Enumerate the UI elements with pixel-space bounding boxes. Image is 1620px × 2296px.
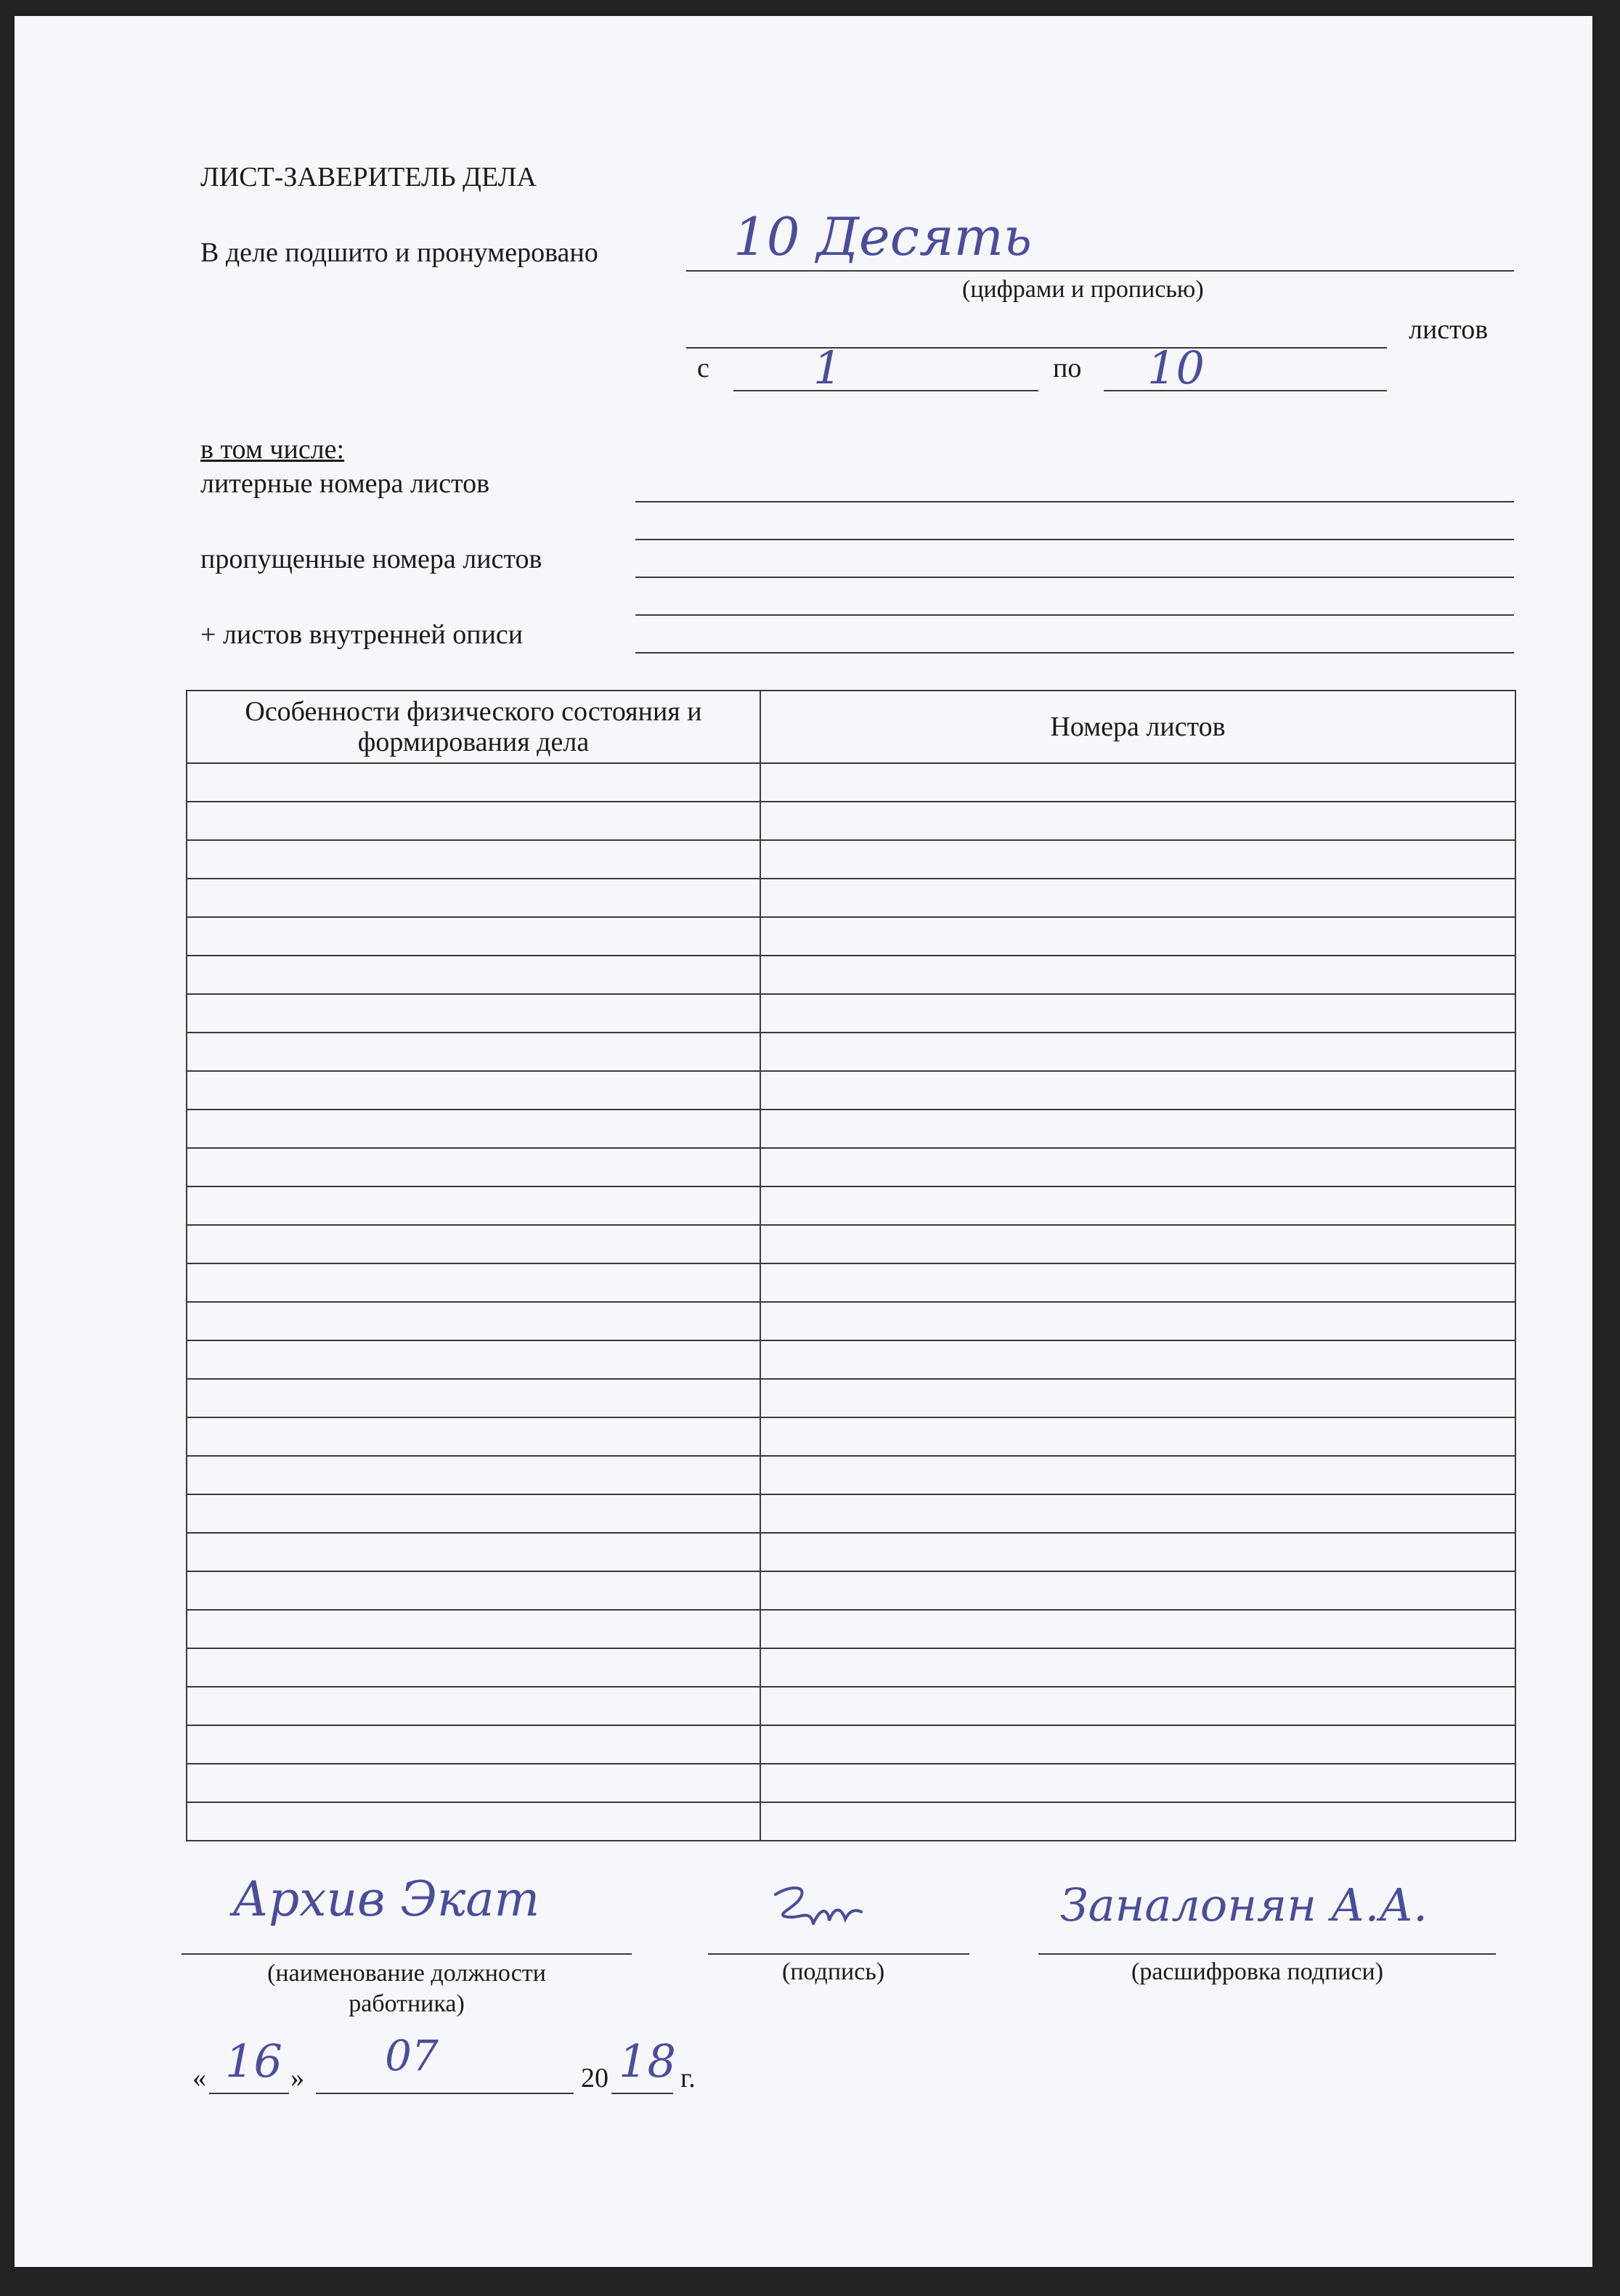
sheet-numbers-cell [760,1725,1515,1764]
table-row [187,802,1515,840]
table-row [187,1071,1515,1110]
position-value: Архив Экат [232,1871,540,1927]
sheet-numbers-cell [760,1302,1515,1340]
handwritten-signature [770,1878,864,1937]
sheet-numbers-cell [760,1110,1515,1148]
table-row [187,1340,1515,1379]
date-suffix: г. [680,2063,696,2093]
filed-label: В деле подшито и пронумеровано [200,237,598,268]
sheet-numbers-cell [760,1456,1515,1494]
date-year-prefix: 20 [581,2063,608,2093]
sheet-numbers-cell [760,1379,1515,1417]
table-row [187,879,1515,917]
day-line [209,2093,289,2094]
sheet-numbers-cell [760,1687,1515,1725]
sheet-numbers-cell [760,1225,1515,1263]
sheet-numbers-cell [760,994,1515,1033]
row-inventory-line [635,652,1514,654]
sheet-numbers-cell [760,1148,1515,1186]
condition-cell [187,1148,760,1186]
condition-table [186,690,1516,1841]
condition-cell [187,1263,760,1302]
table-row [187,1302,1515,1340]
signature-scribble [770,1878,864,1947]
condition-cell [187,1764,760,1802]
table-row [187,1033,1515,1071]
row-literal-line [635,501,1514,502]
condition-cell [187,1302,760,1340]
signature-label: (подпись) [782,1958,885,1985]
header-sheet-numbers: Номера листов [760,691,1515,763]
year-line [611,2093,673,2094]
sheets-word: листов [1409,314,1489,345]
date-month: 07 [385,2031,439,2080]
sheet-numbers-cell [760,1533,1515,1571]
condition-cell [187,1494,760,1533]
table-row [187,1802,1515,1841]
condition-cell [187,956,760,994]
condition-cell [187,994,760,1033]
decoding-label: (расшифровка подписи) [1131,1958,1384,1985]
date-close-quote: » [290,2063,304,2093]
sheet-numbers-cell [760,802,1515,840]
table-row [187,1533,1515,1571]
row-missing-label: пропущенные номера листов [200,544,542,574]
sheet-numbers-cell [760,1648,1515,1687]
table-row [187,1456,1515,1494]
condition-cell [187,763,760,802]
table-row [187,1764,1515,1802]
condition-cell [187,1110,760,1148]
condition-cell [187,840,760,879]
row-extra-line [635,539,1514,540]
condition-cell [187,1071,760,1110]
row-inventory-label: + листов внутренней описи [200,619,524,650]
table-row [187,1494,1515,1533]
condition-cell [187,1687,760,1725]
condition-cell [187,1456,760,1494]
filed-hint: (цифрами и прописью) [962,276,1204,303]
sheets-line [686,347,1387,349]
condition-cell [187,879,760,917]
condition-cell [187,1610,760,1648]
sheet-numbers-cell [760,1186,1515,1225]
sheet-numbers-cell [760,1571,1515,1610]
document-sheet [15,16,1592,2267]
filed-line [686,270,1514,272]
sheet-numbers-cell [760,1494,1515,1533]
header-condition: Особенности физического состояния и формирования дела [187,691,760,763]
condition-cell [187,1725,760,1764]
table-row [187,1225,1515,1263]
row-extra-line [635,614,1514,616]
position-label: (наименование должности работника) [267,1960,546,2017]
table-row [187,1571,1515,1610]
condition-cell [187,1186,760,1225]
filed-value: 10 Десять [733,206,1033,267]
table-row [187,1648,1515,1687]
date-year-suffix: 18 [619,2035,676,2088]
table-header-row [187,691,1515,763]
sheet-numbers-cell [760,1802,1515,1841]
table-row [187,1417,1515,1456]
to-value: 10 [1147,341,1205,394]
from-line [733,390,1038,391]
to-label: по [1053,353,1082,383]
sheet-numbers-cell [760,917,1515,956]
sheet-numbers-cell [760,763,1515,802]
sheet-numbers-cell [760,1417,1515,1456]
condition-cell [187,802,760,840]
table-row [187,917,1515,956]
sheet-numbers-cell [760,1764,1515,1802]
condition-cell [187,1225,760,1263]
condition-cell [187,1033,760,1071]
table-row [187,1687,1515,1725]
table-row [187,1610,1515,1648]
to-line [1104,390,1387,391]
condition-cell [187,1533,760,1571]
sheet-numbers-cell [760,879,1515,917]
sheet-numbers-cell [760,956,1515,994]
from-value: 1 [813,341,842,394]
condition-cell [187,1571,760,1610]
table-row [187,1110,1515,1148]
table-row [187,1725,1515,1764]
decoding-value: Заналонян А.А. [1060,1878,1428,1931]
condition-cell [187,1802,760,1841]
table-row [187,840,1515,879]
document-title: ЛИСТ-ЗАВЕРИТЕЛЬ ДЕЛА [200,162,537,192]
signature-line [708,1953,969,1955]
sheet-numbers-cell [760,1340,1515,1379]
table-row [187,763,1515,802]
sheet-numbers-cell [760,840,1515,879]
date-open-quote: « [192,2063,206,2093]
month-line [316,2093,574,2094]
row-literal-label: литерные номера листов [200,468,490,499]
from-label: с [697,353,709,383]
condition-cell [187,1417,760,1456]
sheet-numbers-cell [760,1610,1515,1648]
sheet-numbers-cell [760,1263,1515,1302]
table-row [187,1148,1515,1186]
condition-cell [187,1648,760,1687]
decoding-line [1038,1953,1496,1955]
table-row [187,956,1515,994]
condition-cell [187,1340,760,1379]
row-missing-line [635,577,1514,578]
table-row [187,1263,1515,1302]
condition-cell [187,1379,760,1417]
table-row [187,1379,1515,1417]
sheet-numbers-cell [760,1033,1515,1071]
sheet-numbers-cell [760,1071,1515,1110]
including-label: в том числе: [200,434,345,465]
table-row [187,1186,1515,1225]
position-line [182,1953,632,1955]
table-row [187,994,1515,1033]
condition-cell [187,917,760,956]
date-day: 16 [225,2035,282,2088]
